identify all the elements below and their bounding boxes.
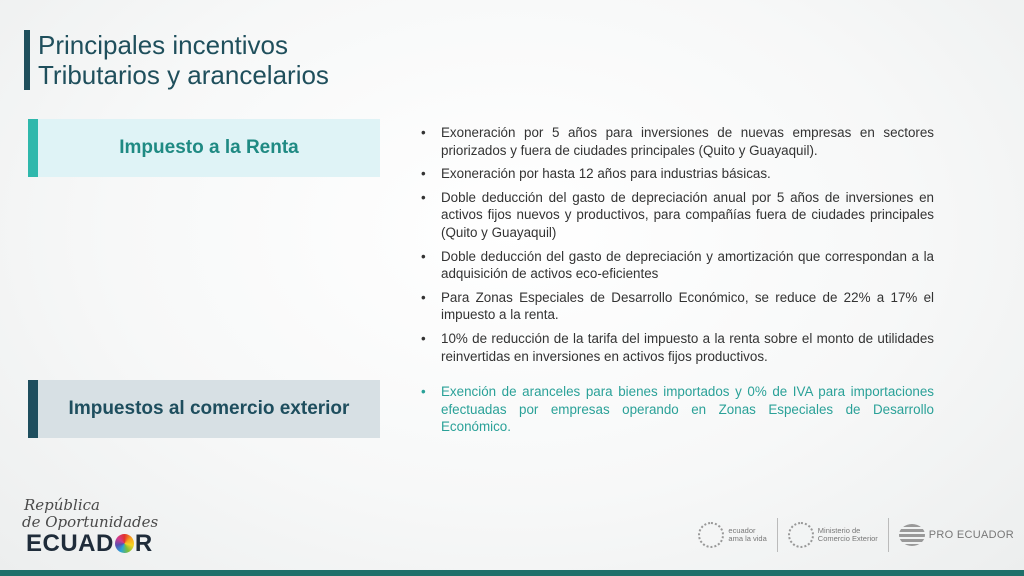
list-item: • Doble deducción del gasto de depreciación anual por 5 años de inversiones en activos fijos nuevos y productivos, para compañías fuera de ciudades principales (Quito y Guayaquil)	[420, 189, 934, 242]
logo-ecuador-wordmark	[26, 530, 153, 558]
republica-oportunidades-logo	[20, 488, 160, 560]
logo-ecuador-small-sub: ama la vida	[728, 534, 767, 543]
ministerio-line-2: Comercio Exterior	[817, 534, 878, 543]
category-accent-bar	[28, 380, 38, 438]
sun-circle-icon	[698, 522, 724, 548]
ministerio-comercio-exterior-logo	[788, 518, 889, 552]
category-impuesto-renta	[28, 119, 380, 177]
logo-ecuador-post: R	[134, 530, 153, 557]
proecuador-text: PRO ECUADOR	[928, 529, 1014, 541]
proecuador-emblem-icon	[899, 524, 925, 546]
title-line-2: Tributarios y arancelarios	[38, 60, 329, 90]
title-line-1: Principales incentivos	[38, 30, 289, 60]
list-item: • Exoneración por hasta 12 años para industrias básicas.	[420, 165, 934, 183]
logo-script-line-2: de Oportunidades	[22, 513, 159, 531]
logo-script-line-1: República	[24, 496, 100, 514]
title-accent-bar	[24, 30, 30, 90]
footer-stripe	[0, 570, 1024, 576]
list-item: • 10% de reducción de la tarifa del impuesto a la renta sobre el monto de utilidades reinvertidas en inversiones en activos fijos productivos.	[420, 330, 934, 365]
slide-title-block	[24, 30, 329, 90]
proecuador-logo	[899, 524, 1014, 546]
logo-divider	[777, 518, 778, 552]
list-item: • Exención de aranceles para bienes importados y 0% de IVA para importaciones efectuadas por empresas operando en Zonas Especiales de Desarrollo Económico.	[420, 383, 934, 436]
ministerio-emblem-icon	[788, 522, 814, 548]
list-item: • Doble deducción del gasto de depreciación y amortización que correspondan a la adquisición de activos eco-eficientes	[420, 248, 934, 283]
category-accent-bar	[28, 119, 38, 177]
slide-title	[38, 30, 329, 90]
logo-divider	[888, 518, 889, 552]
sun-icon	[115, 534, 134, 553]
category-comercio-exterior	[28, 380, 380, 438]
logo-ecuador-pre: ECUAD	[26, 530, 114, 557]
comercio-bullet-list	[420, 383, 934, 442]
list-item: • Exoneración por 5 años para inversiones de nuevas empresas en sectores priorizados y fuera de ciudades principales (Quito y Guayaquil).	[420, 124, 934, 159]
ministerio-line-1: Ministerio de	[817, 526, 861, 535]
logo-ecuador-small: ecuador	[728, 526, 756, 535]
list-item: • Para Zonas Especiales de Desarrollo Económico, se reduce de 22% a 17% el impuesto a la renta.	[420, 289, 934, 324]
category-label: Impuesto a la Renta	[38, 119, 380, 177]
category-label: Impuestos al comercio exterior	[38, 380, 380, 438]
renta-bullet-list	[420, 124, 934, 371]
ecuador-ama-la-vida-logo	[698, 518, 777, 552]
partner-logos	[698, 518, 1014, 552]
